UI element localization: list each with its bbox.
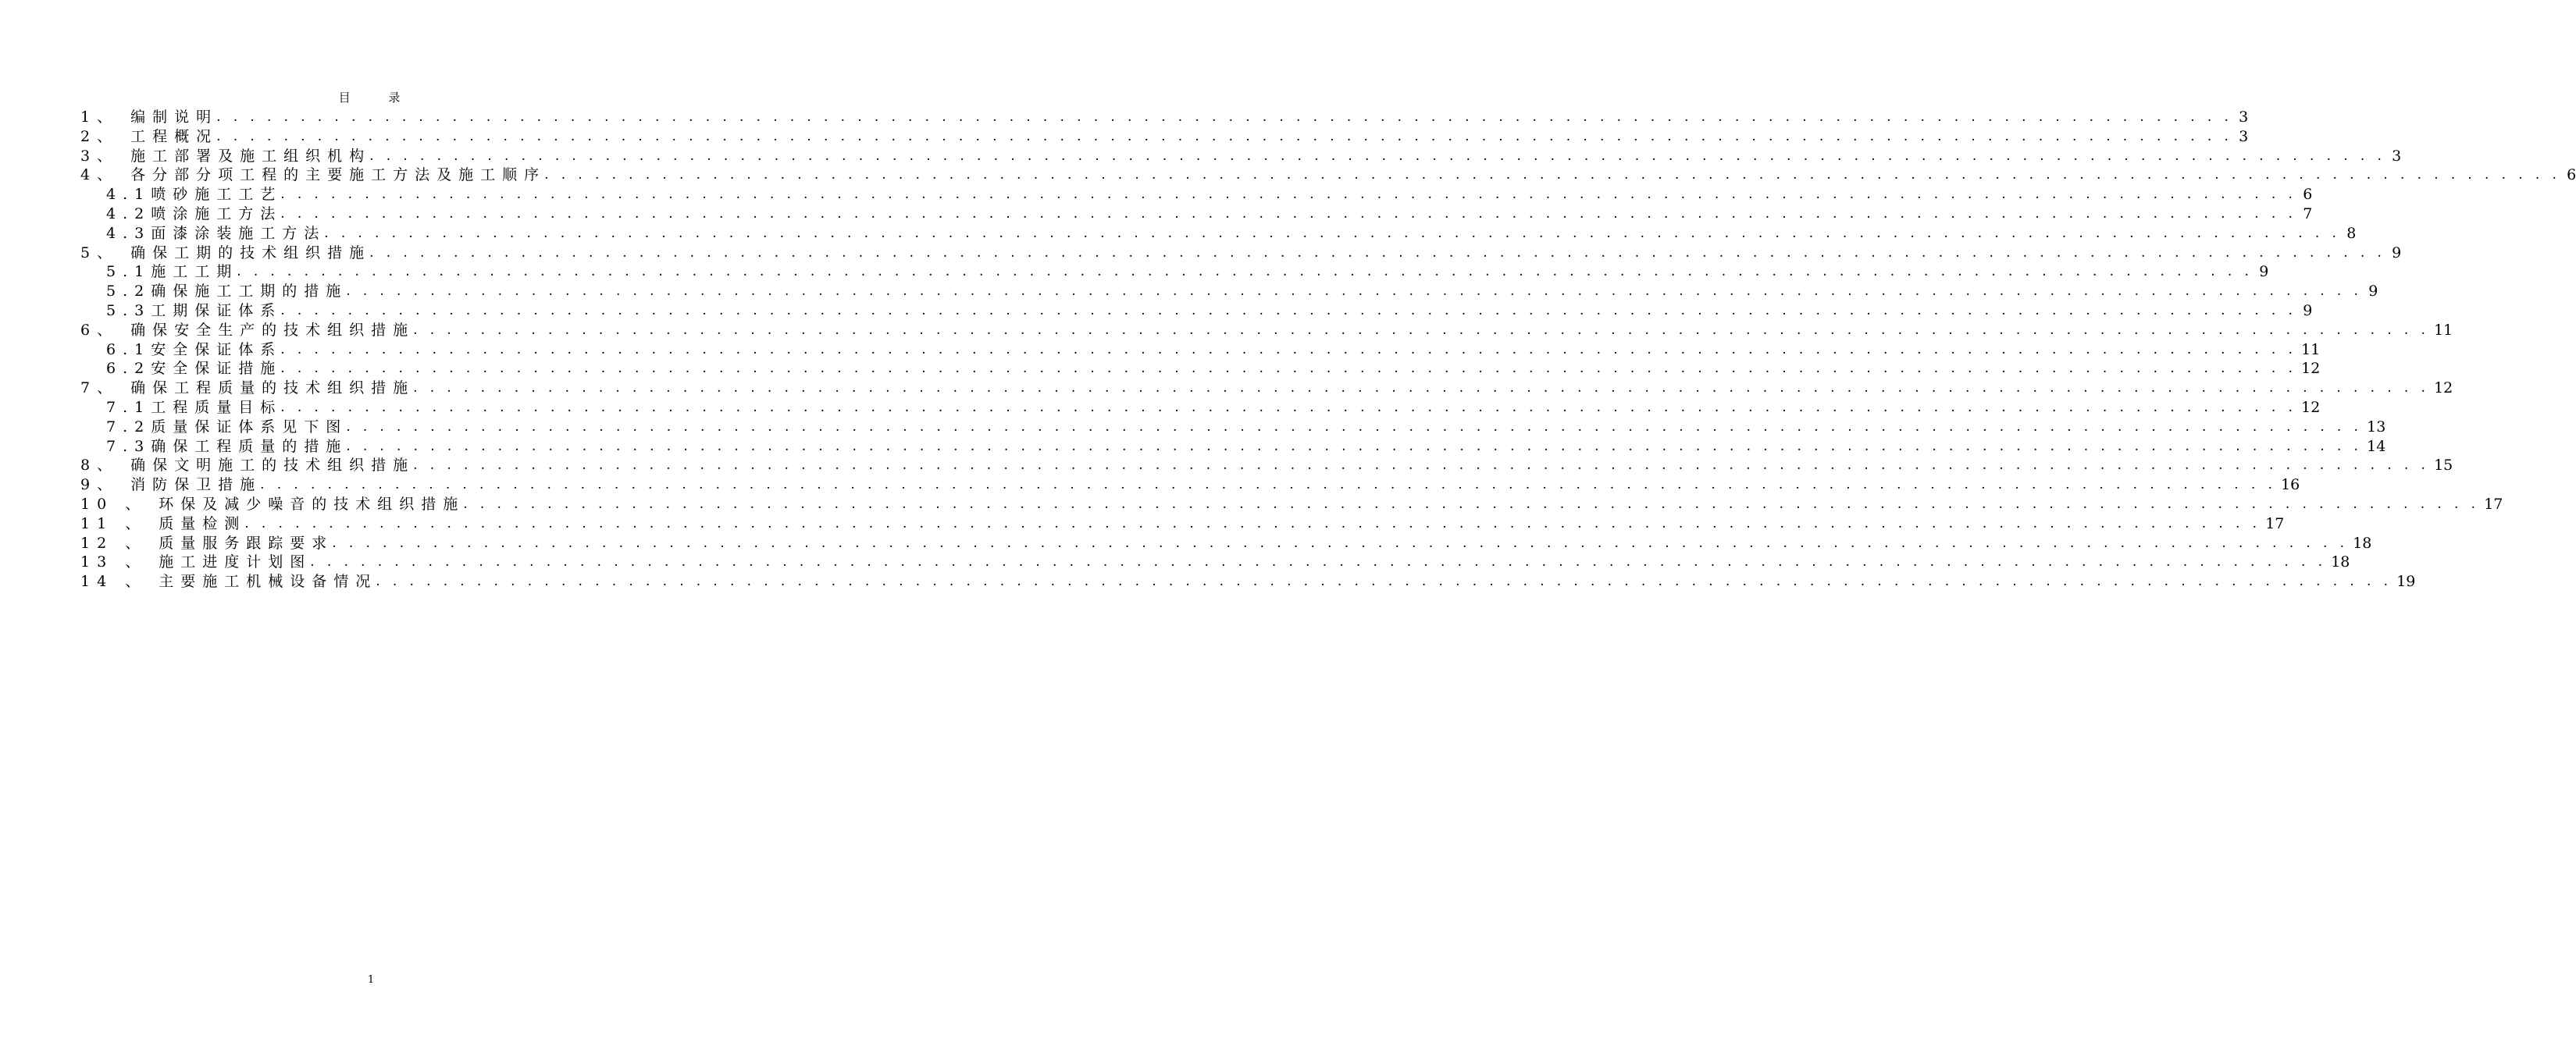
- toc-entry-label: 2、 工程概况: [80, 127, 219, 145]
- toc-entry[interactable]: [0, 127, 2249, 147]
- toc-dot-leader: . . . . . . . . . . . . . . . . . . . . . . . . . . . . . . . . . . . . . . . . . . . . . . . . . . . . . . . . . . . . . . . . . . . . . . . . . . . . . . . . . . . . . . . . . . . . . . . . . . . . . . . . . . . . . . . . . . . . . . . .: [216, 109, 2233, 125]
- toc-entry-page-number: 8: [2346, 224, 2357, 242]
- toc-dot-leader: . . . . . . . . . . . . . . . . . . . . . . . . . . . . . . . . . . . . . . . . . . . . . . . . . . . . . . . . . . . . . . . . . . . . . . . . . . . . . . . . . . . . . . . . . . . . . . . . . . . . . . . . . . . . . . . . . . . . . . . .: [413, 457, 2430, 474]
- toc-entry-label: 12 、 质量服务跟踪要求: [80, 534, 334, 552]
- toc-dot-leader: . . . . . . . . . . . . . . . . . . . . . . . . . . . . . . . . . . . . . . . . . . . . . . . . . . . . . . . . . . . . . . . . . . . . . . . . . . . . . . . . . . . . . . . . . . . . . . . . . . . . . . . . . . . . . . . . . . . . . . . .: [216, 128, 2233, 144]
- toc-entry-page-number: 3: [2392, 147, 2402, 165]
- toc-dot-leader: . . . . . . . . . . . . . . . . . . . . . . . . . . . . . . . . . . . . . . . . . . . . . . . . . . . . . . . . . . . . . . . . . . . . . . . . . . . . . . . . . . . . . . . . . . . . . . . . . . . . . . . . . . . . . . . . . . . . . . . .: [280, 187, 2297, 203]
- toc-entry-label: 3、 施工部署及施工组织机构: [80, 147, 372, 165]
- toc-entry-label: 11 、 质量检测: [80, 514, 247, 532]
- toc-entry-label: 9、 消防保卫措施: [80, 476, 262, 494]
- toc-entry[interactable]: [0, 282, 2378, 301]
- toc-dot-leader: . . . . . . . . . . . . . . . . . . . . . . . . . . . . . . . . . . . . . . . . . . . . . . . . . . . . . . . . . . . . . . . . . . . . . . . . . . . . . . . . . . . . . . . . . . . . . . . . . . . . . . . . . . . . . . . . . . . . . . . .: [369, 244, 2386, 261]
- toc-dot-leader: . . . . . . . . . . . . . . . . . . . . . . . . . . . . . . . . . . . . . . . . . . . . . . . . . . . . . . . . . . . . . . . . . . . . . . . . . . . . . . . . . . . . . . . . . . . . . . . . . . . . . . . . . . . . . . . . . . . . . . . .: [544, 167, 2561, 183]
- toc-entry-label: 4、 各分部分项工程的主要施工方法及施工顺序: [80, 166, 547, 184]
- toc-entry-page-number: 11: [2434, 321, 2453, 339]
- toc-entry[interactable]: [0, 379, 2453, 398]
- toc-dot-leader: . . . . . . . . . . . . . . . . . . . . . . . . . . . . . . . . . . . . . . . . . . . . . . . . . . . . . . . . . . . . . . . . . . . . . . . . . . . . . . . . . . . . . . . . . . . . . . . . . . . . . . . . . . . . . . . . . . . . . . . .: [346, 283, 2363, 300]
- toc-entry[interactable]: [0, 262, 2269, 282]
- toc-entry[interactable]: [0, 553, 2350, 572]
- toc-entry-label: 4.2喷涂施工方法: [106, 204, 283, 222]
- toc-dot-leader: . . . . . . . . . . . . . . . . . . . . . . . . . . . . . . . . . . . . . . . . . . . . . . . . . . . . . . . . . . . . . . . . . . . . . . . . . . . . . . . . . . . . . . . . . . . . . . . . . . . . . . . . . . . . . . . . . . . . . . . .: [369, 148, 2386, 164]
- toc-entry[interactable]: [0, 301, 2313, 321]
- toc-entry[interactable]: [0, 514, 2285, 534]
- toc-entry-label: 14 、 主要施工机械设备情况: [80, 573, 378, 591]
- toc-dot-leader: . . . . . . . . . . . . . . . . . . . . . . . . . . . . . . . . . . . . . . . . . . . . . . . . . . . . . . . . . . . . . . . . . . . . . . . . . . . . . . . . . . . . . . . . . . . . . . . . . . . . . . . . . . . . . . . . . . . . . . . .: [280, 341, 2297, 357]
- toc-dot-leader: . . . . . . . . . . . . . . . . . . . . . . . . . . . . . . . . . . . . . . . . . . . . . . . . . . . . . . . . . . . . . . . . . . . . . . . . . . . . . . . . . . . . . . . . . . . . . . . . . . . . . . . . . . . . . . . . . . . . . . . .: [413, 322, 2430, 338]
- toc-entry-page-number: 11: [2301, 340, 2321, 358]
- toc-dot-leader: . . . . . . . . . . . . . . . . . . . . . . . . . . . . . . . . . . . . . . . . . . . . . . . . . . . . . . . . . . . . . . . . . . . . . . . . . . . . . . . . . . . . . . . . . . . . . . . . . . . . . . . . . . . . . . . . . . . . . . . .: [463, 496, 2480, 512]
- toc-entry-label: 4.1喷砂施工工艺: [106, 186, 283, 204]
- toc-entry-page-number: 3: [2239, 108, 2249, 126]
- toc-entry[interactable]: [0, 437, 2386, 457]
- toc-entry-page-number: 7: [2303, 204, 2313, 222]
- toc-entry-label: 7.2质量保证体系见下图: [106, 418, 348, 436]
- toc-entry[interactable]: [0, 495, 2503, 514]
- toc-entry[interactable]: [0, 572, 2416, 592]
- toc-entry-page-number: 17: [2484, 495, 2503, 513]
- toc-entry-label: 6.2安全保证措施: [106, 360, 283, 378]
- toc-entry[interactable]: [0, 147, 2402, 166]
- toc-entry-label: 7.1工程质量目标: [106, 398, 283, 416]
- toc-entry[interactable]: [0, 321, 2453, 340]
- toc-entry-page-number: 18: [2353, 534, 2372, 552]
- toc-entry-label: 4.3面漆涂装施工方法: [106, 224, 326, 242]
- toc-entry-label: 6.1安全保证体系: [106, 340, 283, 358]
- table-of-contents: [0, 108, 2576, 592]
- toc-entry-page-number: 14: [2367, 437, 2386, 455]
- toc-dot-leader: . . . . . . . . . . . . . . . . . . . . . . . . . . . . . . . . . . . . . . . . . . . . . . . . . . . . . . . . . . . . . . . . . . . . . . . . . . . . . . . . . . . . . . . . . . . . . . . . . . . . . . . . . . . . . . . . . . . . . . . .: [346, 438, 2363, 454]
- toc-entry-label: 8、 确保文明施工的技术组织措施: [80, 457, 415, 475]
- toc-entry[interactable]: [0, 224, 2357, 244]
- toc-entry-label: 6、 确保安全生产的技术组织措施: [80, 321, 415, 339]
- toc-dot-leader: . . . . . . . . . . . . . . . . . . . . . . . . . . . . . . . . . . . . . . . . . . . . . . . . . . . . . . . . . . . . . . . . . . . . . . . . . . . . . . . . . . . . . . . . . . . . . . . . . . . . . . . . . . . . . . . . . . . . . . . .: [413, 380, 2430, 396]
- toc-entry[interactable]: [0, 534, 2372, 553]
- toc-entry[interactable]: [0, 165, 2576, 185]
- toc-entry[interactable]: [0, 340, 2321, 360]
- toc-entry[interactable]: [0, 359, 2321, 379]
- toc-entry[interactable]: [0, 204, 2313, 224]
- toc-entry-page-number: 9: [2303, 301, 2313, 319]
- toc-dot-leader: . . . . . . . . . . . . . . . . . . . . . . . . . . . . . . . . . . . . . . . . . . . . . . . . . . . . . . . . . . . . . . . . . . . . . . . . . . . . . . . . . . . . . . . . . . . . . . . . . . . . . . . . . . . . . . . . . . . . . . . .: [237, 264, 2254, 280]
- toc-entry-page-number: 12: [2301, 398, 2321, 416]
- toc-entry-page-number: 9: [2368, 283, 2378, 300]
- toc-entry-label: 5.2确保施工工期的措施: [106, 283, 348, 300]
- toc-entry-label: 5.1施工工期: [106, 263, 239, 281]
- toc-dot-leader: . . . . . . . . . . . . . . . . . . . . . . . . . . . . . . . . . . . . . . . . . . . . . . . . . . . . . . . . . . . . . . . . . . . . . . . . . . . . . . . . . . . . . . . . . . . . . . . . . . . . . . . . . . . . . . . . . . . . . . . .: [346, 418, 2363, 435]
- toc-entry-label: 10 、 环保及减少噪音的技术组织措施: [80, 495, 465, 513]
- toc-dot-leader: . . . . . . . . . . . . . . . . . . . . . . . . . . . . . . . . . . . . . . . . . . . . . . . . . . . . . . . . . . . . . . . . . . . . . . . . . . . . . . . . . . . . . . . . . . . . . . . . . . . . . . . . . . . . . . . . . . . . . . . .: [260, 477, 2277, 493]
- toc-dot-leader: . . . . . . . . . . . . . . . . . . . . . . . . . . . . . . . . . . . . . . . . . . . . . . . . . . . . . . . . . . . . . . . . . . . . . . . . . . . . . . . . . . . . . . . . . . . . . . . . . . . . . . . . . . . . . . . . . . . . . . . .: [280, 399, 2297, 415]
- toc-dot-leader: . . . . . . . . . . . . . . . . . . . . . . . . . . . . . . . . . . . . . . . . . . . . . . . . . . . . . . . . . . . . . . . . . . . . . . . . . . . . . . . . . . . . . . . . . . . . . . . . . . . . . . . . . . . . . . . . . . . . . . . .: [244, 515, 2261, 532]
- toc-entry[interactable]: [0, 185, 2313, 204]
- toc-entry-label: 7.3确保工程质量的措施: [106, 437, 348, 455]
- toc-entry-label: 7、 确保工程质量的技术组织措施: [80, 379, 415, 397]
- toc-dot-leader: . . . . . . . . . . . . . . . . . . . . . . . . . . . . . . . . . . . . . . . . . . . . . . . . . . . . . . . . . . . . . . . . . . . . . . . . . . . . . . . . . . . . . . . . . . . . . . . . . . . . . . . . . . . . . . . . . . . . . . . .: [280, 302, 2297, 318]
- toc-entry[interactable]: [0, 398, 2321, 418]
- toc-dot-leader: . . . . . . . . . . . . . . . . . . . . . . . . . . . . . . . . . . . . . . . . . . . . . . . . . . . . . . . . . . . . . . . . . . . . . . . . . . . . . . . . . . . . . . . . . . . . . . . . . . . . . . . . . . . . . . . . . . . . . . . .: [376, 574, 2393, 590]
- toc-entry-page-number: 6: [2567, 166, 2576, 184]
- toc-entry-page-number: 3: [2239, 127, 2249, 145]
- toc-entry-page-number: 17: [2265, 514, 2285, 532]
- toc-entry-page-number: 9: [2259, 263, 2269, 281]
- toc-entry-page-number: 15: [2434, 457, 2453, 475]
- toc-entry[interactable]: [0, 456, 2453, 475]
- toc-entry-page-number: 13: [2367, 418, 2386, 436]
- toc-dot-leader: . . . . . . . . . . . . . . . . . . . . . . . . . . . . . . . . . . . . . . . . . . . . . . . . . . . . . . . . . . . . . . . . . . . . . . . . . . . . . . . . . . . . . . . . . . . . . . . . . . . . . . . . . . . . . . . . . . . . . . . .: [280, 205, 2297, 222]
- toc-entry-label: 5、 确保工期的技术组织措施: [80, 244, 372, 261]
- toc-dot-leader: . . . . . . . . . . . . . . . . . . . . . . . . . . . . . . . . . . . . . . . . . . . . . . . . . . . . . . . . . . . . . . . . . . . . . . . . . . . . . . . . . . . . . . . . . . . . . . . . . . . . . . . . . . . . . . . . . . . . . . . .: [280, 361, 2297, 377]
- toc-entry-page-number: 16: [2281, 476, 2300, 494]
- toc-dot-leader: . . . . . . . . . . . . . . . . . . . . . . . . . . . . . . . . . . . . . . . . . . . . . . . . . . . . . . . . . . . . . . . . . . . . . . . . . . . . . . . . . . . . . . . . . . . . . . . . . . . . . . . . . . . . . . . . . . . . . . . .: [332, 535, 2349, 551]
- page-number: 1: [367, 974, 375, 986]
- toc-entry-page-number: 9: [2392, 244, 2402, 261]
- toc-entry-page-number: 12: [2301, 360, 2321, 378]
- toc-entry-label: 1、 编制说明: [80, 108, 219, 126]
- toc-dot-leader: . . . . . . . . . . . . . . . . . . . . . . . . . . . . . . . . . . . . . . . . . . . . . . . . . . . . . . . . . . . . . . . . . . . . . . . . . . . . . . . . . . . . . . . . . . . . . . . . . . . . . . . . . . . . . . . . . . . . . . . .: [324, 225, 2341, 241]
- toc-entry-page-number: 18: [2331, 553, 2350, 571]
- toc-entry[interactable]: [0, 475, 2300, 495]
- toc-entry[interactable]: [0, 244, 2402, 263]
- toc-entry-label: 5.3工期保证体系: [106, 301, 283, 319]
- toc-entry-label: 13 、 施工进度计划图: [80, 553, 312, 571]
- toc-title: 目 录: [338, 91, 418, 105]
- toc-entry-page-number: 19: [2396, 573, 2416, 591]
- toc-dot-leader: . . . . . . . . . . . . . . . . . . . . . . . . . . . . . . . . . . . . . . . . . . . . . . . . . . . . . . . . . . . . . . . . . . . . . . . . . . . . . . . . . . . . . . . . . . . . . . . . . . . . . . . . . . . . . . . . . . . . . . . .: [310, 554, 2327, 571]
- toc-entry-page-number: 6: [2303, 186, 2313, 204]
- toc-entry-page-number: 12: [2434, 379, 2453, 397]
- toc-entry[interactable]: [0, 418, 2386, 437]
- toc-entry[interactable]: [0, 108, 2249, 127]
